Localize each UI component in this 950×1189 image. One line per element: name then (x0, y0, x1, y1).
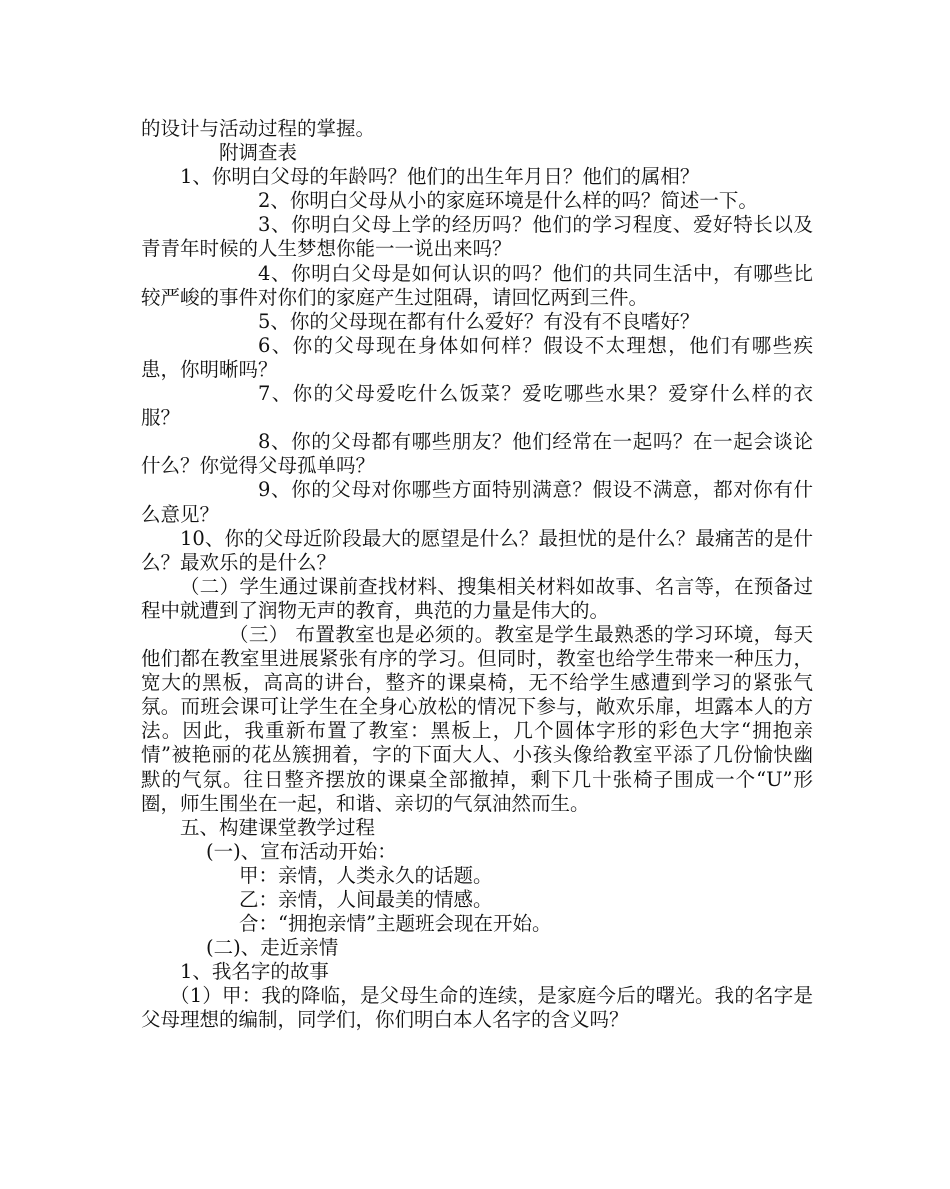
paragraph: 乙：亲情，人间最美的情感。 (239, 888, 493, 911)
paragraph: 合：“拥抱亲情”主题班会现在开始。 (239, 912, 552, 936)
paragraph: 2、你明白父母从小的家庭环境是什么样的吗？简述一下。 (258, 189, 758, 213)
paragraph: 的设计与活动过程的掌握。 (141, 117, 376, 140)
paragraph: 5、你的父母现在都有什么爱好？有没有不良嗜好？ (258, 309, 700, 333)
paragraph: (二)、走近亲情 (206, 936, 339, 960)
paragraph: 1、我名字的故事 (180, 960, 329, 984)
paragraph: 4、你明白父母是如何认识的吗？他们的共同生活中，有哪些比较严峻的事件对你们的家庭产生过阻碍，请回忆两到三件。 (141, 261, 813, 309)
paragraph: （二）学生通过课前查找材料、搜集相关材料如故事、名言等，在预备过程中就遭到了润物无声的教育，典范的力量是伟大的。 (141, 574, 813, 622)
document-body (141, 117, 813, 1033)
paragraph: 6、你的父母现在身体如何样？假设不太理想，他们有哪些疾患，你明晰吗？ (141, 333, 813, 381)
paragraph: 甲：亲情，人类永久的话题。 (239, 863, 493, 887)
paragraph: 8、你的父母都有哪些朋友？他们经常在一起吗？在一起会谈论什么？你觉得父母孤单吗？ (141, 430, 813, 478)
paragraph: 1、你明白父母的年龄吗？他们的出生年月日？他们的属相？ (180, 165, 700, 189)
paragraph: 五、构建课堂教学过程 (180, 815, 376, 839)
paragraph: 附调查表 (219, 141, 298, 165)
paragraph: 3、你明白父母上学的经历吗？他们的学习程度、爱好特长以及青青年时候的人生梦想你能一一说出来吗？ (141, 213, 813, 261)
paragraph: 9、你的父母对你哪些方面特别满意？假设不满意，都对你有什么意见？ (141, 478, 813, 526)
paragraph: （三） 布置教室也是必须的。教室是学生最熟悉的学习环境，每天他们都在教室里进展紧张有序的学习。但同时，教室也给学生带来一种压力，宽大的黑板，高高的讲台，整齐的课桌椅，无不给学生感遭到学习的紧张气氛。而班会课可让学生在全身心放松的情况下参与，敞欢乐扉，坦露本人的方法。因此，我重新布置了教室：黑板上，几个圆体字形的彩色大字“拥抱亲情”被艳丽的花丛簇拥着，字的下面大人、小孩头像给教室平添了几份愉快幽默的气氛。往日整齐摆放的课桌全部撤掉，剩下几十张椅子围成一个“U”形圈，师生围坐在一起，和谐、亲切的气氛油然而生。 (141, 622, 813, 815)
paragraph: (一)、宣布活动开始： (206, 839, 397, 863)
paragraph: 7、你的父母爱吃什么饭菜？爱吃哪些水果？爱穿什么样的衣服？ (141, 382, 813, 430)
paragraph: （1）甲：我的降临，是父母生命的连续，是家庭今后的曙光。我的名字是父母理想的编制，同学们，你们明白本人名字的含义吗？ (141, 984, 813, 1032)
paragraph: 10、你的父母近阶段最大的愿望是什么？最担忧的是什么？最痛苦的是什么？最欢乐的是什么？ (141, 526, 813, 574)
